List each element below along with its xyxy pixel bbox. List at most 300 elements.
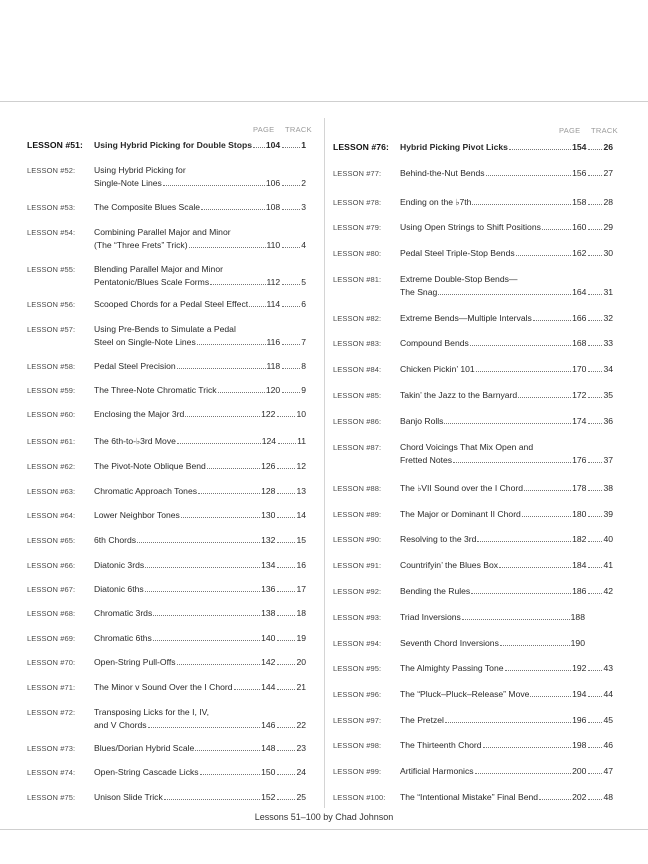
lesson-title-line bbox=[400, 197, 613, 208]
page-number: 142 bbox=[261, 657, 276, 667]
track-number: 2 bbox=[301, 177, 306, 188]
track-number: 21 bbox=[296, 682, 306, 692]
lesson-title: and V Chords bbox=[94, 719, 147, 730]
lesson-title-line bbox=[94, 202, 306, 212]
dot-leader bbox=[277, 517, 295, 518]
lesson-title: Using Open Strings to Shift Positions bbox=[400, 222, 541, 232]
lesson-number: LESSON #100: bbox=[333, 793, 386, 802]
dot-leader bbox=[588, 593, 602, 594]
lesson-title: Pentatonic/Blues Scale Forms bbox=[94, 276, 210, 287]
track-number: 36 bbox=[603, 416, 613, 426]
page-number: 118 bbox=[266, 361, 281, 371]
dot-leader bbox=[588, 255, 602, 256]
page-number: 124 bbox=[261, 436, 277, 446]
dot-leader bbox=[277, 416, 295, 417]
track-number: 32 bbox=[603, 313, 613, 323]
track-number: 47 bbox=[603, 766, 613, 776]
lesson-title: The “Intentional Mistake” Final Bend bbox=[400, 792, 539, 802]
page-number: 192 bbox=[572, 663, 587, 673]
track-number: 39 bbox=[603, 509, 613, 519]
page-number: 150 bbox=[261, 767, 276, 777]
track-number: 20 bbox=[296, 657, 306, 667]
lesson-title: Chromatic Approach Tones bbox=[94, 486, 198, 496]
dot-leader bbox=[282, 185, 300, 186]
lesson-number: LESSON #95: bbox=[333, 664, 382, 673]
dot-leader bbox=[588, 462, 602, 463]
dot-leader bbox=[200, 774, 260, 775]
track-number: 9 bbox=[301, 385, 306, 395]
lesson-title-line bbox=[94, 767, 306, 777]
lesson-title: The Snag bbox=[400, 286, 438, 297]
lesson-number: LESSON #97: bbox=[333, 716, 382, 725]
column-divider bbox=[324, 118, 325, 808]
page-number: 144 bbox=[261, 682, 276, 692]
lesson-title-line bbox=[400, 638, 613, 648]
lesson-number: LESSON #74: bbox=[27, 768, 76, 777]
dot-leader bbox=[277, 640, 295, 641]
dot-leader bbox=[518, 397, 571, 398]
lesson-title: The Three-Note Chromatic Trick bbox=[94, 385, 217, 395]
track-number: 24 bbox=[296, 767, 306, 777]
dot-leader bbox=[177, 443, 261, 444]
lesson-title: Using Hybrid Picking for Double Stops bbox=[94, 140, 253, 150]
dot-leader bbox=[164, 799, 260, 800]
lesson-title: Ending on the ♭7th bbox=[400, 197, 472, 207]
dot-leader bbox=[277, 493, 295, 494]
page-column-header: PAGE bbox=[253, 125, 275, 134]
lesson-title-line: Blending Parallel Major and Minor bbox=[94, 264, 223, 274]
dot-leader bbox=[477, 541, 571, 542]
dot-leader bbox=[277, 750, 295, 751]
dot-leader bbox=[234, 689, 261, 690]
dot-leader bbox=[505, 670, 572, 671]
lesson-title: 6th Chords bbox=[94, 535, 137, 545]
dot-leader bbox=[207, 468, 260, 469]
lesson-title-line bbox=[94, 299, 306, 309]
dot-leader bbox=[249, 306, 265, 307]
lesson-title-line bbox=[94, 385, 306, 395]
page-number: 108 bbox=[265, 202, 281, 212]
lesson-number: LESSON #89: bbox=[333, 510, 382, 519]
dot-leader bbox=[588, 799, 602, 800]
dot-leader bbox=[539, 799, 571, 800]
track-column-header: TRACK bbox=[285, 125, 312, 134]
track-number: 6 bbox=[301, 299, 306, 309]
lesson-title-line bbox=[94, 140, 306, 150]
lesson-title-line bbox=[400, 287, 613, 297]
dot-leader bbox=[277, 689, 295, 690]
dot-leader bbox=[533, 320, 571, 321]
lesson-number: LESSON #66: bbox=[27, 561, 76, 570]
page-number: 116 bbox=[266, 336, 281, 347]
track-number: 42 bbox=[603, 586, 613, 596]
track-number: 18 bbox=[296, 608, 306, 618]
dot-leader bbox=[588, 516, 602, 517]
dot-leader bbox=[462, 619, 570, 620]
page-number: 122 bbox=[261, 409, 276, 419]
lesson-title: Chromatic 6ths bbox=[94, 633, 152, 643]
track-number: 26 bbox=[603, 142, 613, 152]
track-number: 14 bbox=[296, 510, 306, 520]
page-number: 180 bbox=[572, 509, 587, 519]
track-number: 13 bbox=[296, 486, 306, 496]
lesson-title: Pedal Steel Precision bbox=[94, 361, 176, 371]
lesson-title: Fretted Notes bbox=[400, 454, 453, 465]
track-number: 31 bbox=[603, 286, 613, 297]
dot-leader bbox=[153, 640, 260, 641]
lesson-title-line bbox=[94, 792, 306, 802]
dot-leader bbox=[500, 645, 570, 646]
top-rule bbox=[0, 101, 648, 102]
dot-leader bbox=[588, 320, 602, 321]
page-number: 120 bbox=[265, 385, 281, 395]
page-number: 164 bbox=[572, 286, 587, 297]
track-number: 1 bbox=[301, 140, 306, 150]
dot-leader bbox=[181, 517, 260, 518]
page-number: 146 bbox=[261, 719, 276, 730]
dot-leader bbox=[278, 443, 296, 444]
lesson-number: LESSON #72: bbox=[27, 708, 76, 717]
page-number: 152 bbox=[261, 792, 276, 802]
dot-leader bbox=[197, 344, 266, 345]
lesson-title: Compound Bends bbox=[400, 338, 469, 348]
lesson-title: The “Pluck–Pluck–Release” Move bbox=[400, 689, 530, 699]
lesson-number: LESSON #69: bbox=[27, 634, 76, 643]
dot-leader bbox=[588, 371, 602, 372]
track-number: 35 bbox=[603, 390, 613, 400]
lesson-title-line bbox=[94, 682, 306, 692]
track-number: 12 bbox=[296, 461, 306, 471]
page-number: 104 bbox=[265, 140, 281, 150]
lesson-title: Lower Neighbor Tones bbox=[94, 510, 180, 520]
lesson-title-line bbox=[94, 608, 306, 618]
lesson-number: LESSON #53: bbox=[27, 203, 76, 212]
lesson-title: Resolving to the 3rd bbox=[400, 534, 477, 544]
lesson-title-line bbox=[400, 766, 613, 776]
dot-leader bbox=[277, 615, 295, 616]
bottom-rule bbox=[0, 829, 648, 830]
track-number: 22 bbox=[296, 719, 306, 730]
lesson-title-line bbox=[94, 409, 306, 419]
page-footer: Lessons 51–100 by Chad Johnson bbox=[254, 812, 394, 822]
track-number: 10 bbox=[296, 409, 306, 419]
page-number: 170 bbox=[572, 364, 587, 374]
dot-leader bbox=[475, 773, 572, 774]
lesson-number: LESSON #92: bbox=[333, 587, 382, 596]
dot-leader bbox=[145, 567, 260, 568]
dot-leader bbox=[588, 149, 602, 150]
page-number: 172 bbox=[572, 390, 587, 400]
lesson-title-line bbox=[94, 560, 306, 570]
dot-leader bbox=[277, 774, 295, 775]
lesson-number: LESSON #93: bbox=[333, 613, 382, 622]
lesson-title: The 6th-to-♭3rd Move bbox=[94, 436, 176, 446]
dot-leader bbox=[185, 416, 260, 417]
lesson-number: LESSON #65: bbox=[27, 536, 76, 545]
page-number: 106 bbox=[265, 177, 281, 188]
page-number: 200 bbox=[572, 766, 587, 776]
dot-leader bbox=[198, 493, 260, 494]
dot-leader bbox=[277, 664, 295, 665]
lesson-number: LESSON #77: bbox=[333, 169, 382, 178]
page-number: 176 bbox=[572, 454, 587, 465]
lesson-title: Steel on Single-Note Lines bbox=[94, 336, 196, 347]
lesson-title-line bbox=[400, 560, 613, 570]
track-number: 28 bbox=[603, 197, 613, 207]
lesson-number: LESSON #81: bbox=[333, 275, 382, 284]
track-number: 17 bbox=[296, 584, 306, 594]
lesson-number: LESSON #96: bbox=[333, 690, 382, 699]
lesson-number: LESSON #73: bbox=[27, 744, 76, 753]
lesson-title: Hybrid Picking Pivot Licks bbox=[400, 142, 508, 152]
lesson-title-line bbox=[400, 364, 613, 374]
page-number: 158 bbox=[572, 197, 587, 207]
track-column-header: TRACK bbox=[591, 126, 618, 135]
dot-leader bbox=[282, 247, 300, 248]
page-number: 178 bbox=[572, 483, 587, 493]
lesson-title: Bending the Rules bbox=[400, 586, 471, 596]
dot-leader bbox=[499, 567, 571, 568]
dot-leader bbox=[588, 294, 602, 295]
dot-leader bbox=[453, 462, 571, 463]
page-number: 132 bbox=[261, 535, 276, 545]
lesson-title-line bbox=[94, 584, 306, 594]
lesson-number: LESSON #98: bbox=[333, 741, 382, 750]
lesson-title-line bbox=[94, 178, 306, 188]
page-number: 166 bbox=[572, 313, 587, 323]
lesson-number: LESSON #88: bbox=[333, 484, 382, 493]
dot-leader bbox=[201, 209, 265, 210]
lesson-number: LESSON #76: bbox=[333, 142, 390, 152]
lesson-title-line: Combining Parallel Major and Minor bbox=[94, 227, 231, 237]
track-number: 23 bbox=[296, 743, 306, 753]
page-number: 186 bbox=[572, 586, 587, 596]
dot-leader bbox=[277, 542, 295, 543]
dot-leader bbox=[282, 368, 300, 369]
lesson-title-line bbox=[400, 483, 613, 494]
page-number: 184 bbox=[572, 560, 587, 570]
dot-leader bbox=[282, 392, 300, 393]
track-number: 4 bbox=[301, 239, 306, 250]
lesson-number: LESSON #54: bbox=[27, 228, 76, 237]
lesson-number: LESSON #91: bbox=[333, 561, 382, 570]
lesson-number: LESSON #57: bbox=[27, 325, 76, 334]
lesson-number: LESSON #84: bbox=[333, 365, 382, 374]
lesson-title: (The “Three Frets” Trick) bbox=[94, 239, 188, 250]
lesson-title-line bbox=[400, 338, 613, 348]
lesson-number: LESSON #58: bbox=[27, 362, 76, 371]
lesson-number: LESSON #63: bbox=[27, 487, 76, 496]
track-number: 48 bbox=[603, 792, 613, 802]
lesson-title: Open-String Pull-Offs bbox=[94, 657, 176, 667]
lesson-title: Artificial Harmonics bbox=[400, 766, 474, 776]
track-number: 19 bbox=[296, 633, 306, 643]
dot-leader bbox=[588, 175, 602, 176]
track-number: 16 bbox=[296, 560, 306, 570]
track-number: 46 bbox=[603, 740, 613, 750]
page-number: 160 bbox=[572, 222, 587, 232]
dot-leader bbox=[486, 175, 572, 176]
lesson-title-line bbox=[94, 436, 306, 447]
page-number: 148 bbox=[261, 743, 276, 753]
lesson-title: The Almighty Passing Tone bbox=[400, 663, 504, 673]
dot-leader bbox=[588, 490, 602, 491]
dot-leader bbox=[588, 747, 602, 748]
lesson-number: LESSON #67: bbox=[27, 585, 76, 594]
lesson-title: Enclosing the Major 3rd bbox=[94, 409, 185, 419]
page-number: 140 bbox=[261, 633, 276, 643]
dot-leader bbox=[588, 397, 602, 398]
lesson-title: Extreme Bends—Multiple Intervals bbox=[400, 313, 532, 323]
lesson-title: The Major or Dominant II Chord bbox=[400, 509, 521, 519]
dot-leader bbox=[253, 147, 265, 148]
dot-leader bbox=[588, 204, 602, 205]
page-number: 114 bbox=[266, 299, 281, 309]
track-number: 45 bbox=[603, 715, 613, 725]
lesson-title-line: Chord Voicings That Mix Open and bbox=[400, 442, 534, 452]
lesson-title-line bbox=[94, 277, 306, 287]
lesson-number: LESSON #75: bbox=[27, 793, 76, 802]
lesson-title-line bbox=[400, 689, 613, 699]
page-number: 194 bbox=[572, 689, 587, 699]
page-number: 136 bbox=[261, 584, 276, 594]
lesson-number: LESSON #62: bbox=[27, 462, 76, 471]
lesson-title: Banjo Rolls bbox=[400, 416, 444, 426]
lesson-title-line bbox=[400, 740, 613, 750]
dot-leader bbox=[530, 696, 571, 697]
dot-leader bbox=[163, 185, 265, 186]
lesson-number: LESSON #61: bbox=[27, 437, 76, 446]
page-number: 196 bbox=[572, 715, 587, 725]
dot-leader bbox=[445, 722, 571, 723]
lesson-title: The Thirteenth Chord bbox=[400, 740, 482, 750]
lesson-title-line bbox=[400, 313, 613, 323]
page-number: 138 bbox=[261, 608, 276, 618]
dot-leader bbox=[282, 344, 300, 345]
track-number: 5 bbox=[301, 276, 306, 287]
lesson-title-line bbox=[400, 222, 613, 232]
lesson-title: Single-Note Lines bbox=[94, 177, 162, 188]
lesson-title-line bbox=[400, 168, 613, 178]
lesson-title-line: Using Pre-Bends to Simulate a Pedal bbox=[94, 324, 236, 334]
page-number: 156 bbox=[572, 168, 587, 178]
page-number: 162 bbox=[572, 248, 587, 258]
dot-leader bbox=[277, 468, 295, 469]
lesson-number: LESSON #94: bbox=[333, 639, 382, 648]
lesson-number: LESSON #83: bbox=[333, 339, 382, 348]
dot-leader bbox=[137, 542, 260, 543]
lesson-title: Takin’ the Jazz to the Barnyard bbox=[400, 390, 518, 400]
lesson-title: Scooped Chords for a Pedal Steel Effect bbox=[94, 299, 249, 309]
lesson-title-line: Extreme Double-Stop Bends— bbox=[400, 274, 518, 284]
track-number: 8 bbox=[301, 361, 306, 371]
lesson-number: LESSON #82: bbox=[333, 314, 382, 323]
dot-leader bbox=[588, 773, 602, 774]
lesson-title: Behind-the-Nut Bends bbox=[400, 168, 485, 178]
dot-leader bbox=[177, 368, 266, 369]
lesson-title: Diatonic 6ths bbox=[94, 584, 144, 594]
lesson-title: Blues/Dorian Hybrid Scale bbox=[94, 743, 195, 753]
lesson-title: Seventh Chord Inversions bbox=[400, 638, 499, 648]
dot-leader bbox=[277, 591, 295, 592]
lesson-title-line bbox=[94, 510, 306, 520]
dot-leader bbox=[444, 423, 571, 424]
track-number: 34 bbox=[603, 364, 613, 374]
track-number: 30 bbox=[603, 248, 613, 258]
dot-leader bbox=[189, 247, 266, 248]
lesson-title-line bbox=[94, 486, 306, 496]
page-number: 182 bbox=[572, 534, 587, 544]
page-number: 110 bbox=[266, 239, 281, 250]
dot-leader bbox=[509, 149, 571, 150]
track-number: 27 bbox=[603, 168, 613, 178]
page-number: 198 bbox=[572, 740, 587, 750]
lesson-title-line bbox=[400, 142, 613, 152]
dot-leader bbox=[282, 147, 300, 148]
page-number: 202 bbox=[572, 792, 587, 802]
lesson-title: Unison Slide Trick bbox=[94, 792, 163, 802]
lesson-title-line bbox=[94, 461, 306, 471]
page-number: 154 bbox=[572, 142, 587, 152]
track-number: 33 bbox=[603, 338, 613, 348]
track-number: 29 bbox=[603, 222, 613, 232]
lesson-title-line bbox=[94, 657, 306, 667]
lesson-title-line bbox=[400, 390, 613, 400]
lesson-title: Pedal Steel Triple-Stop Bends bbox=[400, 248, 515, 258]
dot-leader bbox=[516, 255, 571, 256]
lesson-number: LESSON #56: bbox=[27, 300, 76, 309]
dot-leader bbox=[470, 345, 571, 346]
page-column-header: PAGE bbox=[559, 126, 581, 135]
lesson-title-line bbox=[400, 248, 613, 258]
dot-leader bbox=[588, 722, 602, 723]
lesson-title: Triad Inversions bbox=[400, 612, 461, 622]
dot-leader bbox=[282, 306, 300, 307]
dot-leader bbox=[277, 567, 295, 568]
lesson-number: LESSON #87: bbox=[333, 443, 382, 452]
lesson-number: LESSON #80: bbox=[333, 249, 382, 258]
page-number: 168 bbox=[572, 338, 587, 348]
page-number: 188 bbox=[570, 612, 585, 622]
lesson-title-line bbox=[400, 534, 613, 544]
page-number: 112 bbox=[266, 276, 281, 287]
lesson-title: Diatonic 3rds bbox=[94, 560, 145, 570]
lesson-number: LESSON #85: bbox=[333, 391, 382, 400]
dot-leader bbox=[282, 209, 300, 210]
lesson-title-line bbox=[400, 509, 613, 519]
dot-leader bbox=[588, 670, 602, 671]
lesson-title-line bbox=[400, 612, 613, 622]
lesson-title-line bbox=[94, 743, 306, 753]
track-number: 38 bbox=[603, 483, 613, 493]
lesson-title-line bbox=[400, 792, 613, 802]
dot-leader bbox=[438, 294, 571, 295]
track-number: 40 bbox=[603, 534, 613, 544]
track-number: 15 bbox=[296, 535, 306, 545]
lesson-title-line: Transposing Licks for the I, IV, bbox=[94, 707, 209, 717]
dot-leader bbox=[472, 204, 571, 205]
lesson-title-line bbox=[400, 715, 613, 725]
lesson-number: LESSON #71: bbox=[27, 683, 76, 692]
dot-leader bbox=[588, 345, 602, 346]
lesson-title-line bbox=[94, 535, 306, 545]
dot-leader bbox=[542, 229, 571, 230]
lesson-title: The Pivot-Note Oblique Bend bbox=[94, 461, 206, 471]
lesson-title: Countrifyin’ the Blues Box bbox=[400, 560, 499, 570]
dot-leader bbox=[471, 593, 571, 594]
lesson-title: Open-String Cascade Licks bbox=[94, 767, 199, 777]
dot-leader bbox=[145, 591, 260, 592]
